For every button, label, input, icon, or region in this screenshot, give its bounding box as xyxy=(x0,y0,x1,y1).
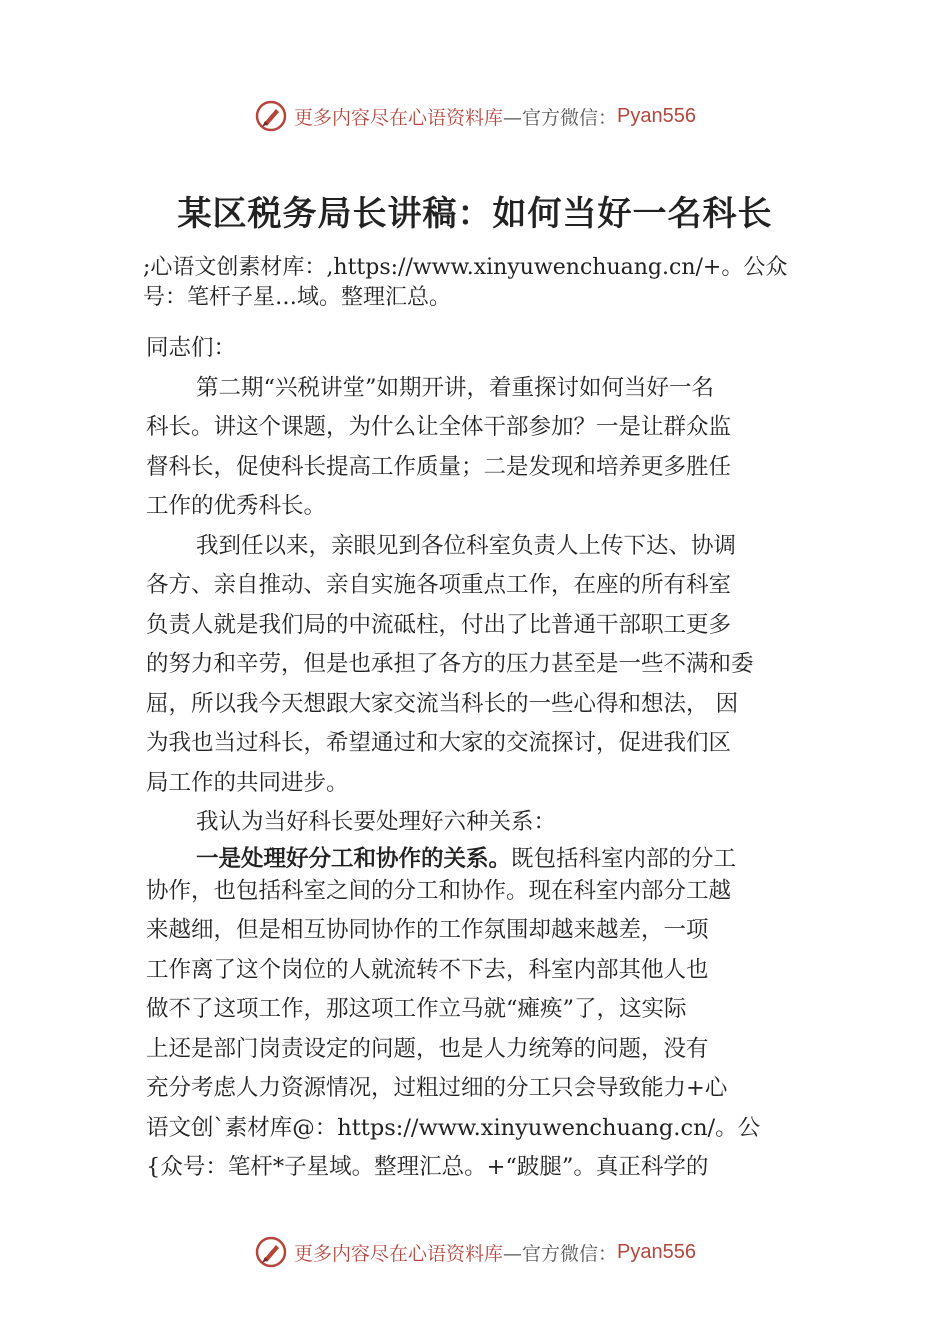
pen-logo-icon xyxy=(254,1235,288,1269)
pen-logo-icon xyxy=(254,99,288,133)
banner-wechat-label: —官方微信： xyxy=(503,106,618,129)
banner-wechat-id: Pyan556 xyxy=(617,1240,696,1263)
paragraph-4-line: 充分考虑人力资源情况，过粗过细的分工只会导致能力+心 xyxy=(146,1075,728,1101)
paragraph-4-line: 工作离了这个岗位的人就流转不下去，科室内部其他人也 xyxy=(146,957,709,983)
paragraph-2-line: 各方、亲自推动、亲自实施各项重点工作，在座的所有科室 xyxy=(146,572,732,598)
source-note-line-2: 号：笔杆子星…域。整理汇总。 xyxy=(143,285,452,310)
source-note-line-1: ;心语文创素材库：,https://www.xinyuwenchuang.cn/+。公众 xyxy=(143,255,788,280)
paragraph-1-line: 督科长，促使科长提高工作质量；二是发现和培养更多胜任 xyxy=(146,454,732,480)
paragraph-1-line: 科长。讲这个课题，为什么让全体干部参加？一是让群众监 xyxy=(146,414,732,440)
paragraph-1-line: 工作的优秀科长。 xyxy=(146,493,327,519)
paragraph-2-line: 我到任以来，亲眼见到各位科室负责人上传下达、协调 xyxy=(196,533,737,559)
paragraph-2-line: 负责人就是我们局的中流砥柱，付出了比普通干部职工更多 xyxy=(146,612,732,638)
paragraph-4-line: 上还是部门岗责设定的问题，也是人力统筹的问题，没有 xyxy=(146,1036,709,1062)
banner-wechat-label: —官方微信： xyxy=(503,1242,618,1265)
paragraph-4-line: {众号：笔杆*子星域。整理汇总。+“跛腿”。真正科学的 xyxy=(146,1154,709,1180)
paragraph-4-line: 做不了这项工作，那这项工作立马就“瘫痪”了，这实际 xyxy=(146,996,687,1022)
paragraph-2-line: 屈，所以我今天想跟大家交流当科长的一些心得和想法， 因 xyxy=(146,691,739,717)
paragraph-2-line: 局工作的共同进步。 xyxy=(146,770,349,796)
paragraph-3: 我认为当好科长要处理好六种关系： xyxy=(196,809,557,835)
salutation: 同志们： xyxy=(146,335,237,361)
paragraph-2-line: 的努力和辛劳，但是也承担了各方的压力甚至是一些不满和委 xyxy=(146,651,754,677)
header-banner xyxy=(0,96,950,136)
paragraph-4-line: 来越细，但是相互协同协作的工作氛围却越来越差，一项 xyxy=(146,917,709,943)
paragraph-1-line: 第二期“兴税讲堂”如期开讲，着重探讨如何当好一名 xyxy=(196,375,715,401)
paragraph-4-first-line xyxy=(196,844,736,874)
banner-text: 更多内容尽在心语资料库 xyxy=(294,106,504,129)
paragraph-4-first-line-rest: 既包括科室内部的分工 xyxy=(511,846,737,872)
section-heading-1: 一是处理好分工和协作的关系。 xyxy=(196,846,512,872)
paragraph-2-line: 为我也当过科长，希望通过和大家的交流探讨，促进我们区 xyxy=(146,730,732,756)
paragraph-4-line: 协作，也包括科室之间的分工和协作。现在科室内部分工越 xyxy=(146,878,732,904)
paragraph-4-line: 语文创`素材库@：https://www.xinyuwenchuang.cn/。公 xyxy=(146,1115,761,1141)
document-title: 某区税务局长讲稿：如何当好一名科长 xyxy=(177,194,773,234)
footer-banner xyxy=(0,1232,950,1272)
banner-wechat-id: Pyan556 xyxy=(617,104,696,127)
banner-text: 更多内容尽在心语资料库 xyxy=(294,1242,504,1265)
